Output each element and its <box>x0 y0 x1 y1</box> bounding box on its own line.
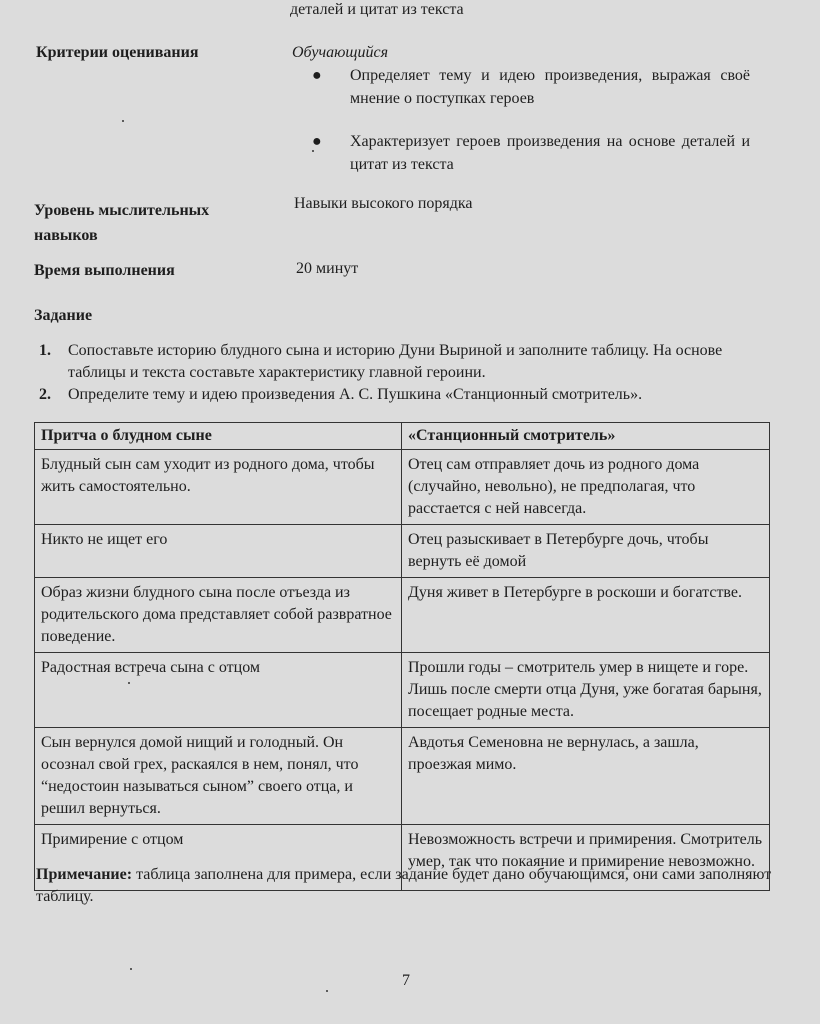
table-row <box>35 450 770 525</box>
top-continuation-line: деталей и цитат из текста <box>290 1 464 18</box>
page-number: 7 <box>402 972 410 989</box>
table-cell: Отец сам отправляет дочь из родного дома (случайно, невольно), не предполагая, что расстается с ней навсегда. <box>402 450 770 525</box>
table-cell: Невозможность встречи и примирения. Смотритель умер, так что покаяние и примирение невозможно. <box>402 825 770 891</box>
task-item-1 <box>36 340 776 384</box>
comparison-table <box>34 422 770 891</box>
note-label: Примечание: <box>36 866 133 883</box>
criteria-learner: Обучающийся <box>292 44 389 61</box>
note-paragraph <box>36 864 776 908</box>
table-row <box>35 525 770 578</box>
speck <box>128 682 130 684</box>
task-number: 2. <box>39 386 51 403</box>
criteria-bullet-text: Характеризует героев произведения на основе деталей и цитат из текста <box>350 133 750 173</box>
table-cell: Никто не ищет его <box>35 525 402 578</box>
task-list <box>36 340 776 406</box>
table-header-row <box>35 423 770 450</box>
table-cell: Радостная встреча сына с отцом <box>35 653 402 728</box>
note-text: таблица заполнена для примера, если задание будет дано обучающимся, они сами заполняют таблицу. <box>36 866 772 905</box>
task-item-2 <box>36 384 776 406</box>
thinking-level-label-line2: навыков <box>34 227 98 244</box>
speck <box>312 150 314 152</box>
thinking-level-value: Навыки высокого порядка <box>294 195 473 212</box>
task-text: Сопоставьте историю блудного сына и историю Дуни Выриной и заполните таблицу. На основе таблицы и текста составьте характеристику главной героини. <box>68 342 723 381</box>
table-cell: Примирение с отцом <box>35 825 402 891</box>
speck <box>122 120 124 122</box>
bullet-dot-icon: ● <box>312 133 322 150</box>
bullet-dot-icon: ● <box>312 67 322 84</box>
table-header-cell: Притча о блудном сыне <box>35 423 402 450</box>
table-cell: Отец разыскивает в Петербурге дочь, чтобы вернуть её домой <box>402 525 770 578</box>
speck <box>326 990 328 992</box>
table-cell: Сын вернулся домой нищий и голодный. Он осознал свой грех, раскаялся в нем, понял, что “недостоин называться сыном” своего отца, и решил вернуться. <box>35 728 402 825</box>
criteria-label: Критерии оценивания <box>36 44 199 61</box>
table-cell: Образ жизни блудного сына после отъезда из родительского дома представляет собой развратное поведение. <box>35 578 402 653</box>
speck <box>130 968 132 970</box>
thinking-level-label <box>34 198 209 248</box>
table-cell: Прошли годы – смотритель умер в нищете и горе. Лишь после смерти отца Дуня, уже богатая барыня, посещает родные места. <box>402 653 770 728</box>
criteria-bullet-text: Определяет тему и идею произведения, выражая своё мнение о поступках героев <box>350 67 750 107</box>
table-cell: Дуня живет в Петербурге в роскоши и богатстве. <box>402 578 770 653</box>
time-value: 20 минут <box>296 260 359 277</box>
task-number: 1. <box>39 342 51 359</box>
table-row <box>35 728 770 825</box>
task-title: Задание <box>34 307 93 324</box>
table-cell: Авдотья Семеновна не вернулась, а зашла, проезжая мимо. <box>402 728 770 825</box>
thinking-level-label-line1: Уровень мыслительных <box>34 202 210 219</box>
table-row <box>35 653 770 728</box>
table-header-cell: «Станционный смотритель» <box>402 423 770 450</box>
time-label: Время выполнения <box>34 262 175 279</box>
table-row <box>35 578 770 653</box>
table-cell: Блудный сын сам уходит из родного дома, чтобы жить самостоятельно. <box>35 450 402 525</box>
task-text: Определите тему и идею произведения А. С. Пушкина «Станционный смотритель». <box>68 386 643 403</box>
